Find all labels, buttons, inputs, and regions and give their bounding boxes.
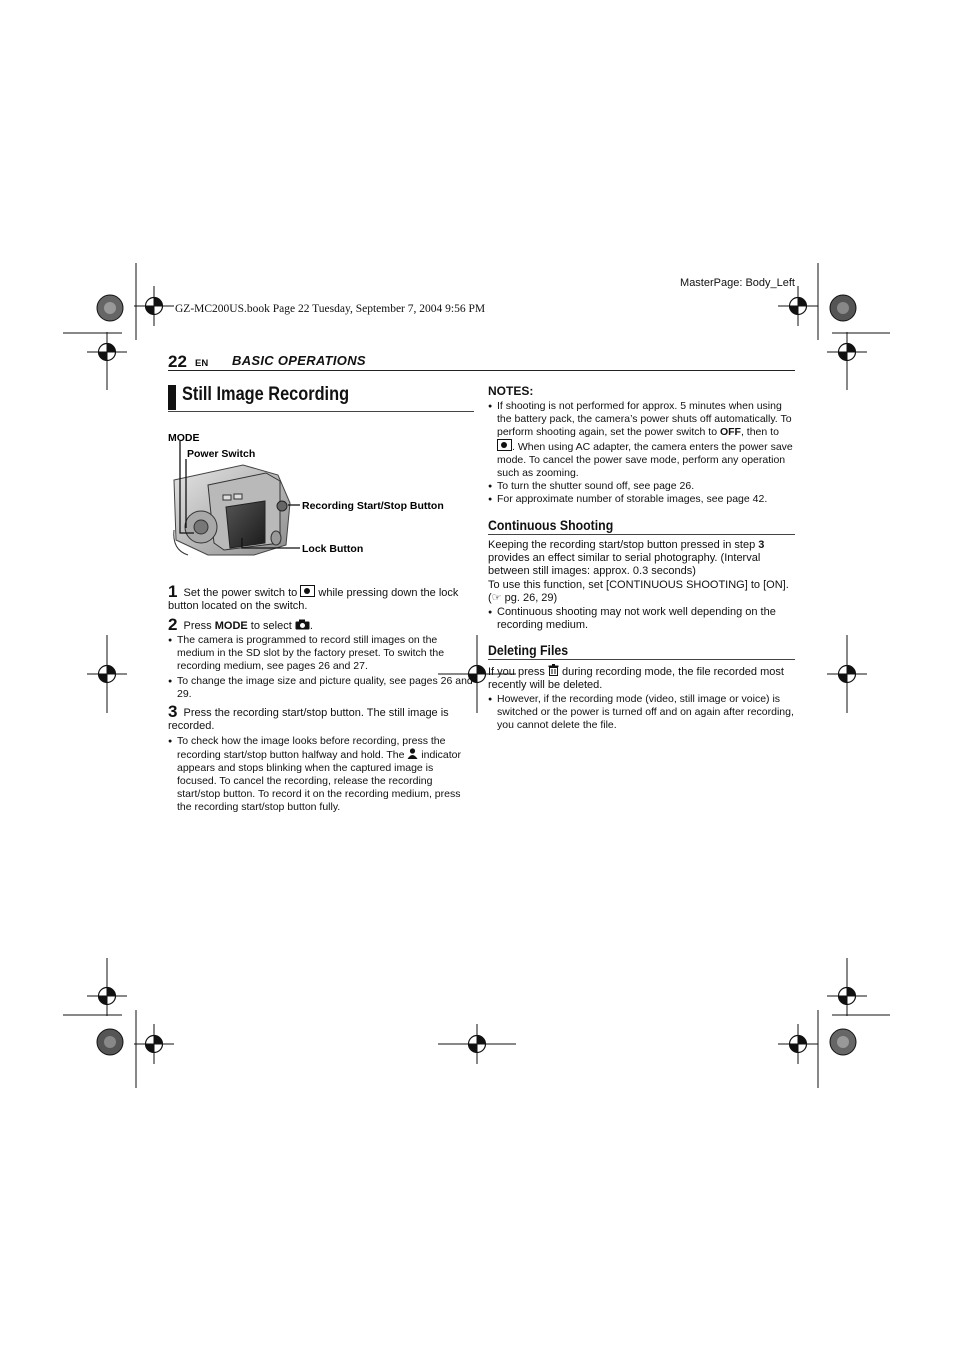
- step-bold: MODE: [214, 620, 248, 632]
- star-target-2: [830, 295, 856, 321]
- page-title: Still Image Recording: [182, 384, 350, 405]
- note-text: If shooting is not performed for approx. 5 minutes when using the battery pack, the camera’s power shuts off automatically. To perform shooting again, set the power switch to: [497, 400, 792, 438]
- heading-text: Continuous Shooting: [488, 517, 614, 533]
- callout-rec-button: Recording Start/Stop Button: [302, 500, 444, 512]
- trash-icon: [548, 664, 559, 676]
- list-item: ● To change the image size and picture quality, see pages 26 and 29.: [168, 675, 474, 701]
- para-text: pg. 26, 29): [504, 592, 558, 604]
- book-info: GZ-MC200US.book Page 22 Tuesday, September 7, 2004 9:56 PM: [175, 303, 486, 315]
- camera-figure: [168, 425, 474, 585]
- notes-heading: NOTES:: [488, 384, 534, 398]
- camera-icon: [295, 619, 310, 630]
- list-item: ● Continuous shooting may not work well depending on the recording medium.: [488, 606, 795, 632]
- reg-mark-9: [827, 976, 867, 1016]
- steps-column: [168, 582, 474, 816]
- step-text: Press: [183, 620, 212, 632]
- note-text: , then to: [740, 426, 779, 438]
- deleting-para: [488, 664, 795, 692]
- reg-mark-11: [778, 1024, 818, 1064]
- step-text: Set the power switch to: [183, 587, 298, 599]
- title-bar: [168, 385, 176, 410]
- reg-mark-4: [827, 332, 867, 372]
- step-1: [168, 582, 474, 613]
- language-code: EN: [195, 358, 209, 369]
- note-text: . When using AC adapter, the camera enters the power save mode. To cancel the power save mode, perform any operation such as zooming.: [497, 441, 793, 479]
- list-item: ● To turn the shutter sound off, see page 26.: [488, 480, 795, 493]
- callout-lock-button: Lock Button: [302, 543, 364, 555]
- reg-mark-5: [87, 654, 127, 694]
- page-number: 22: [168, 352, 187, 371]
- reg-mark-2: [778, 286, 818, 326]
- callout-mode: MODE: [168, 432, 200, 444]
- para-text: If you press: [488, 666, 545, 678]
- step-number: 3: [168, 702, 178, 721]
- reg-mark-10: [134, 1024, 174, 1064]
- reg-mark-6: [827, 654, 867, 694]
- continuous-para-2: [488, 579, 795, 605]
- step-text: to select: [250, 620, 292, 632]
- reg-mark-8: [87, 976, 127, 1016]
- record-mode-icon: [300, 585, 315, 597]
- bullet-text: To check how the image looks before recording, press the recording start/stop button halfway and hold. The: [177, 735, 446, 761]
- step-ref: 3: [758, 539, 765, 551]
- star-target-4: [830, 1029, 856, 1055]
- bullet-text: indicator appears and stops blinking when the captured image is focused. To cancel the recording, release the recording start/stop button. To record it on the recording medium, press the recording start/stop button fully.: [177, 749, 461, 813]
- para-text: provides an effect similar to serial photography. (Interval between still images: approx. 0.3 seconds): [488, 552, 761, 577]
- record-mode-icon: [497, 439, 512, 451]
- deleting-heading: [488, 644, 795, 660]
- step-text: Press the recording start/stop button. The still image is recorded.: [168, 707, 449, 732]
- callout-power-switch: Power Switch: [187, 448, 256, 460]
- focus-indicator-icon: [407, 748, 418, 759]
- page-title-block: [168, 385, 474, 412]
- para-text: To use this function, set [CONTINUOUS SHOOTING] to [ON]. (: [488, 579, 789, 604]
- section-title: BASIC OPERATIONS: [232, 353, 366, 368]
- list-item: [488, 400, 795, 480]
- star-target-3: [97, 1029, 123, 1055]
- right-column: [488, 385, 795, 734]
- list-item: ● For approximate number of storable images, see page 42.: [488, 493, 795, 506]
- list-item: [168, 735, 474, 814]
- step-2: 2 Press MODE to select .: [168, 615, 313, 634]
- page-ref-icon: ☞: [491, 592, 502, 604]
- step-text: while pressing down the lock button located on the switch.: [168, 587, 459, 612]
- para-text: Keeping the recording start/stop button pressed in step: [488, 539, 756, 551]
- star-target-1: [97, 295, 123, 321]
- step-number: 2: [168, 615, 178, 634]
- heading-text: Deleting Files: [488, 642, 569, 658]
- para-text: during recording mode, the file recorded most recently will be deleted.: [488, 666, 784, 691]
- continuous-para-1: [488, 539, 795, 578]
- list-item: ● However, if the recording mode (video, still image or voice) is switched or the power is turned off and on again after recording, you cannot delete the file.: [488, 693, 795, 732]
- note-bold: OFF: [719, 426, 741, 438]
- continuous-heading: [488, 519, 795, 535]
- reg-mark-1: [134, 286, 174, 326]
- step-number: 1: [168, 582, 178, 601]
- list-item: ● The camera is programmed to record still images on the medium in the SD slot by the factory preset. To switch the recording medium, see pages 26 and 27.: [168, 634, 474, 673]
- reg-mark-3: [87, 332, 127, 372]
- step-3: [168, 702, 474, 733]
- masterpage-label: MasterPage: Body_Left: [680, 277, 795, 289]
- page-header: [168, 352, 795, 371]
